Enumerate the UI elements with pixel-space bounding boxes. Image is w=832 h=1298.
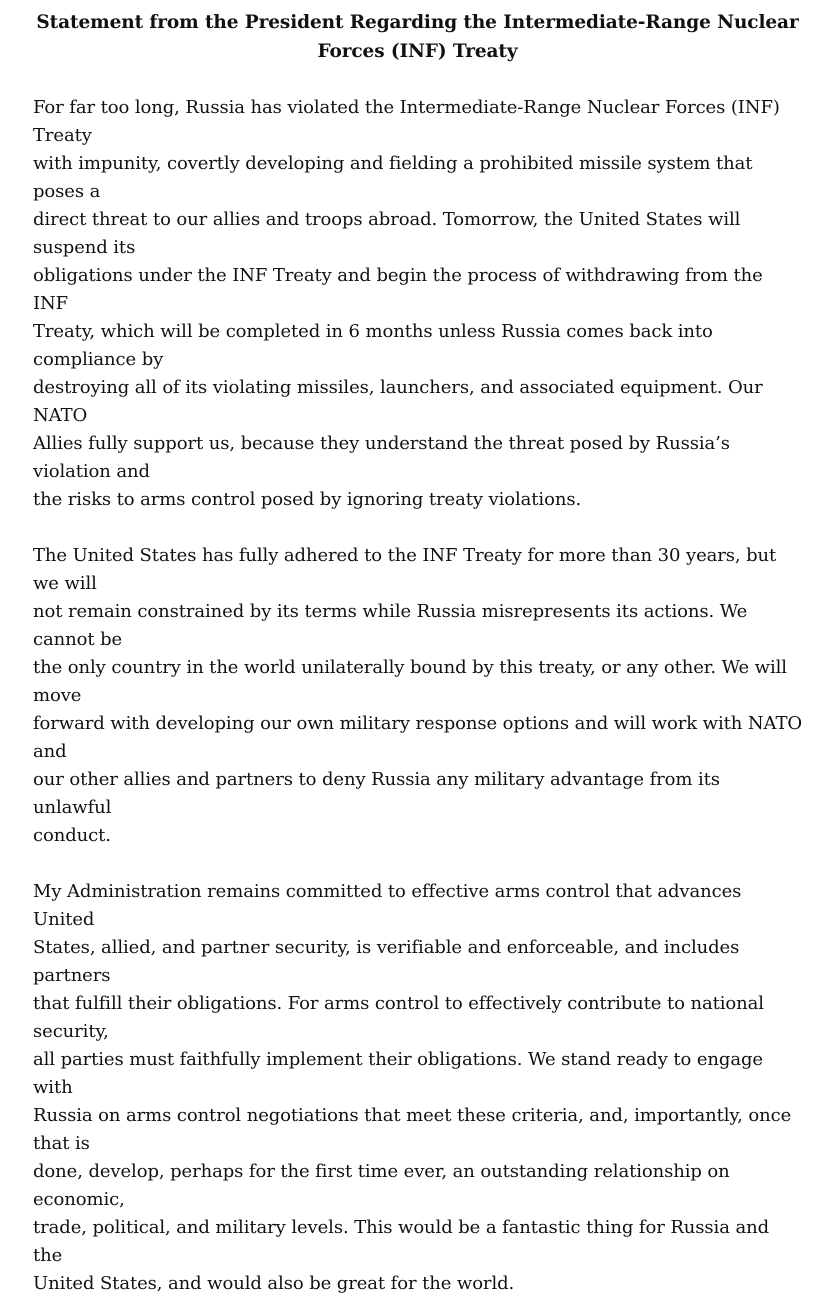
paragraph-line: The United States has fully adhered to the INF Treaty for more than 30 years, but we will	[33, 545, 777, 594]
paragraph-1	[33, 94, 802, 514]
paragraph-line: the only country in the world unilaterally bound by this treaty, or any other. We will move	[33, 657, 787, 706]
statement-title	[33, 8, 802, 66]
paragraph-line: our other allies and partners to deny Russia any military advantage from its unlawful	[33, 769, 720, 818]
title-line-2: Forces (INF) Treaty	[317, 41, 518, 62]
paragraph-line: that fulfill their obligations. For arms control to effectively contribute to national security,	[33, 993, 764, 1042]
paragraph-line: Treaty, which will be completed in 6 months unless Russia comes back into compliance by	[33, 321, 713, 370]
paragraph-line: done, develop, perhaps for the first time ever, an outstanding relationship on economic,	[33, 1161, 730, 1210]
paragraph-2	[33, 542, 802, 850]
paragraph-line: not remain constrained by its terms while Russia misrepresents its actions. We cannot be	[33, 601, 748, 650]
paragraph-line: obligations under the INF Treaty and begin the process of withdrawing from the INF	[33, 265, 763, 314]
paragraph-line: Allies fully support us, because they understand the threat posed by Russia’s violation and	[33, 433, 730, 482]
paragraph-3	[33, 878, 802, 1298]
paragraph-line: trade, political, and military levels. This would be a fantastic thing for Russia and the	[33, 1217, 770, 1266]
paragraph-line: direct threat to our allies and troops abroad. Tomorrow, the United States will suspend its	[33, 209, 741, 258]
paragraph-line: Russia on arms control negotiations that meet these criteria, and, importantly, once that is	[33, 1105, 792, 1154]
paragraph-line: States, allied, and partner security, is verifiable and enforceable, and includes partners	[33, 937, 740, 986]
title-line-1: Statement from the President Regarding the Intermediate-Range Nuclear	[36, 12, 799, 33]
paragraph-line: the risks to arms control posed by ignoring treaty violations.	[33, 489, 582, 510]
paragraph-line: My Administration remains committed to effective arms control that advances United	[33, 881, 742, 930]
paragraph-line: conduct.	[33, 825, 111, 846]
paragraph-line: United States, and would also be great for the world.	[33, 1273, 515, 1294]
paragraph-line: all parties must faithfully implement their obligations. We stand ready to engage with	[33, 1049, 763, 1098]
paragraph-line: destroying all of its violating missiles, launchers, and associated equipment. Our NATO	[33, 377, 763, 426]
paragraph-line: forward with developing our own military response options and will work with NATO and	[33, 713, 803, 762]
paragraph-line: with impunity, covertly developing and fielding a prohibited missile system that poses a	[33, 153, 753, 202]
paragraph-line: For far too long, Russia has violated the Intermediate-Range Nuclear Forces (INF) Treaty	[33, 97, 780, 146]
